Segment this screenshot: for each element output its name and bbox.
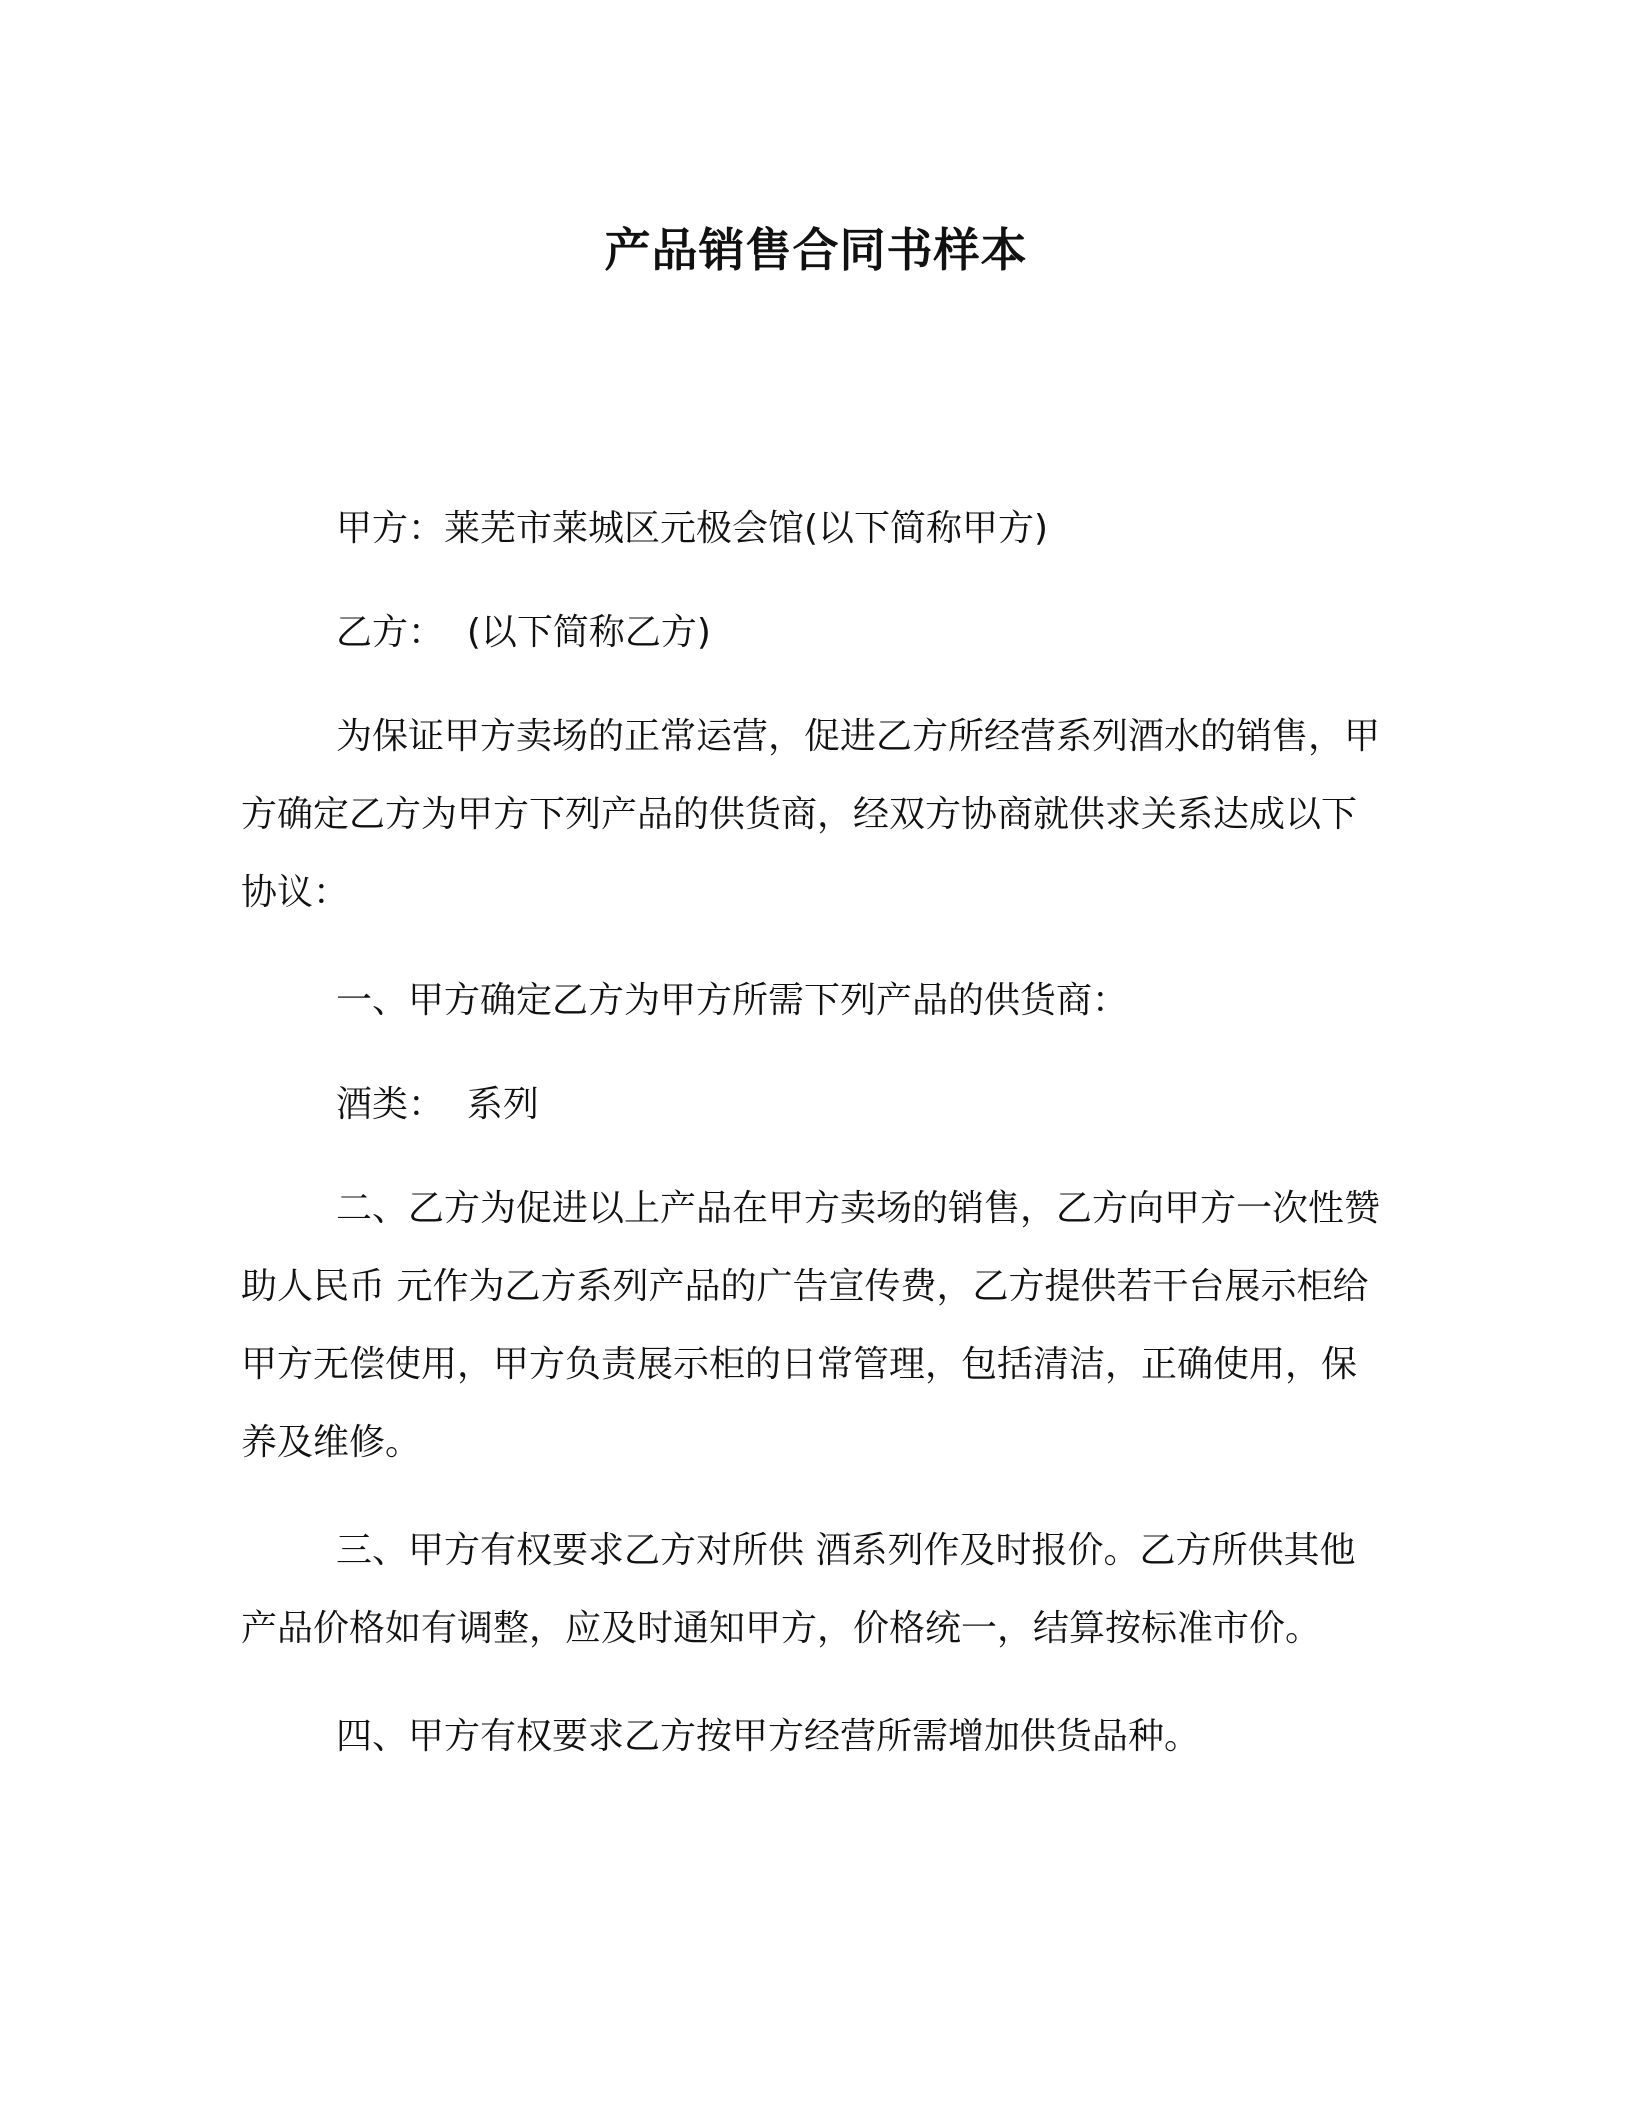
clause-4: 四、甲方有权要求乙方按甲方经营所需增加供货品种。 [336, 1716, 1201, 1757]
document-title: 产品销售合同书样本 [604, 223, 1028, 277]
clause-2: 二、乙方为促进以上产品在甲方卖场的销售，乙方向甲方一次性赞助人民币 元作为乙方系列产品的广告宣传费，乙方提供若干台展示柜给甲方无偿使用，甲方负责展示柜的日常管理，包括清洁，正确使用，保养及维修。 [241, 1188, 1381, 1463]
party-a-line: 甲方：莱芜市莱城区元极会馆(以下简称甲方) [336, 508, 1049, 549]
party-b-line: 乙方： (以下简称乙方) [336, 612, 711, 653]
clause-1: 一、甲方确定乙方为甲方所需下列产品的供货商： [336, 980, 1129, 1021]
liquor-category-line: 酒类： 系列 [336, 1084, 539, 1125]
clause-3: 三、甲方有权要求乙方对所供 酒系列作及时报价。乙方所供其他产品价格如有调整，应及时通知甲方，价格统一，结算按标准市价。 [241, 1530, 1356, 1649]
preamble-paragraph: 为保证甲方卖场的正常运营，促进乙方所经营系列酒水的销售，甲方确定乙方为甲方下列产品的供货商，经双方协商就供求关系达成以下协议： [241, 716, 1381, 913]
document-body [241, 490, 1391, 1776]
